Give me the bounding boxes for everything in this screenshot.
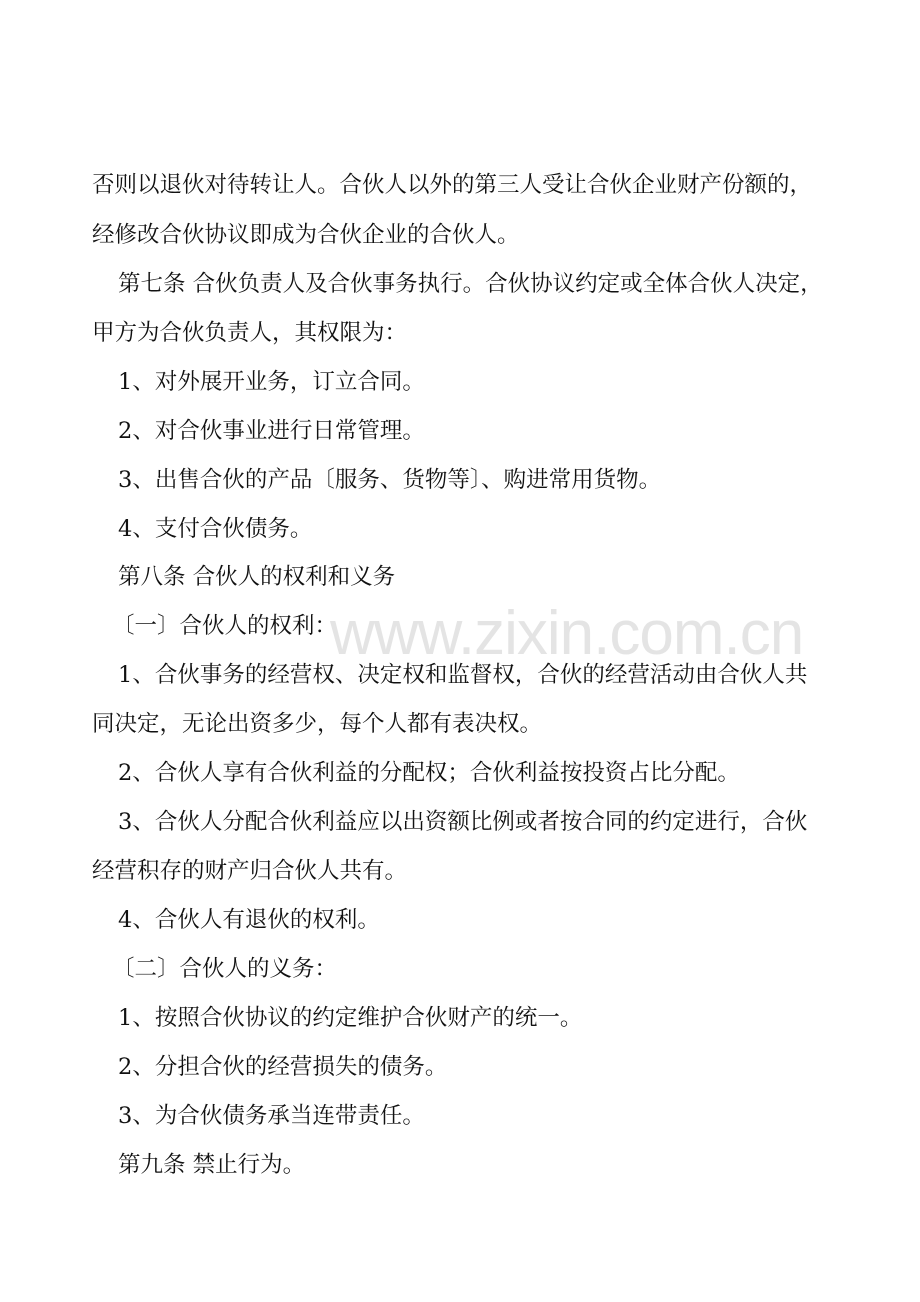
text-line: 经修改合伙协议即成为合伙企业的合伙人。 bbox=[92, 222, 520, 248]
article-heading: 第八条 合伙人的权利和义务 bbox=[118, 564, 396, 590]
list-item: 1、合伙事务的经营权、决定权和监督权，合伙的经营活动由合伙人共 bbox=[118, 662, 808, 688]
list-item: 1、对外展开业务，订立合同。 bbox=[118, 369, 425, 395]
list-item: 3、合伙人分配合伙利益应以出资额比例或者按合同的约定进行，合伙 bbox=[118, 809, 808, 835]
list-item: 4、合伙人有退伙的权利。 bbox=[118, 907, 380, 933]
article-heading: 第七条 合伙负责人及合伙事务执行。合伙协议约定或全体合伙人决定， bbox=[118, 271, 823, 297]
list-item: 3、出售合伙的产品〔服务、货物等〕、购进常用货物。 bbox=[118, 467, 662, 493]
article-heading: 第九条 禁止行为。 bbox=[118, 1152, 306, 1178]
text-line: 经营积存的财产归合伙人共有。 bbox=[92, 858, 408, 884]
section-heading: 〔二〕合伙人的义务： bbox=[112, 956, 338, 982]
text-line: 否则以退伙对待转让人。合伙人以外的第三人受让合伙企业财产份额的， bbox=[92, 172, 813, 198]
list-item: 2、对合伙事业进行日常管理。 bbox=[118, 418, 425, 444]
watermark: www.zixin.com.cn bbox=[330, 599, 804, 668]
list-item: 1、按照合伙协议的约定维护合伙财产的统一。 bbox=[118, 1005, 583, 1031]
section-heading: 〔一〕合伙人的权利： bbox=[112, 613, 338, 639]
list-item: 3、为合伙债务承当连带责任。 bbox=[118, 1103, 425, 1129]
list-item: 2、合伙人享有合伙利益的分配权；合伙利益按投资占比分配。 bbox=[118, 760, 740, 786]
list-item: 2、分担合伙的经营损失的债务。 bbox=[118, 1054, 448, 1080]
text-line: 甲方为合伙负责人，其权限为： bbox=[92, 320, 408, 346]
list-item: 4、支付合伙债务。 bbox=[118, 516, 313, 542]
text-line: 同决定，无论出资多少，每个人都有表决权。 bbox=[92, 711, 543, 737]
